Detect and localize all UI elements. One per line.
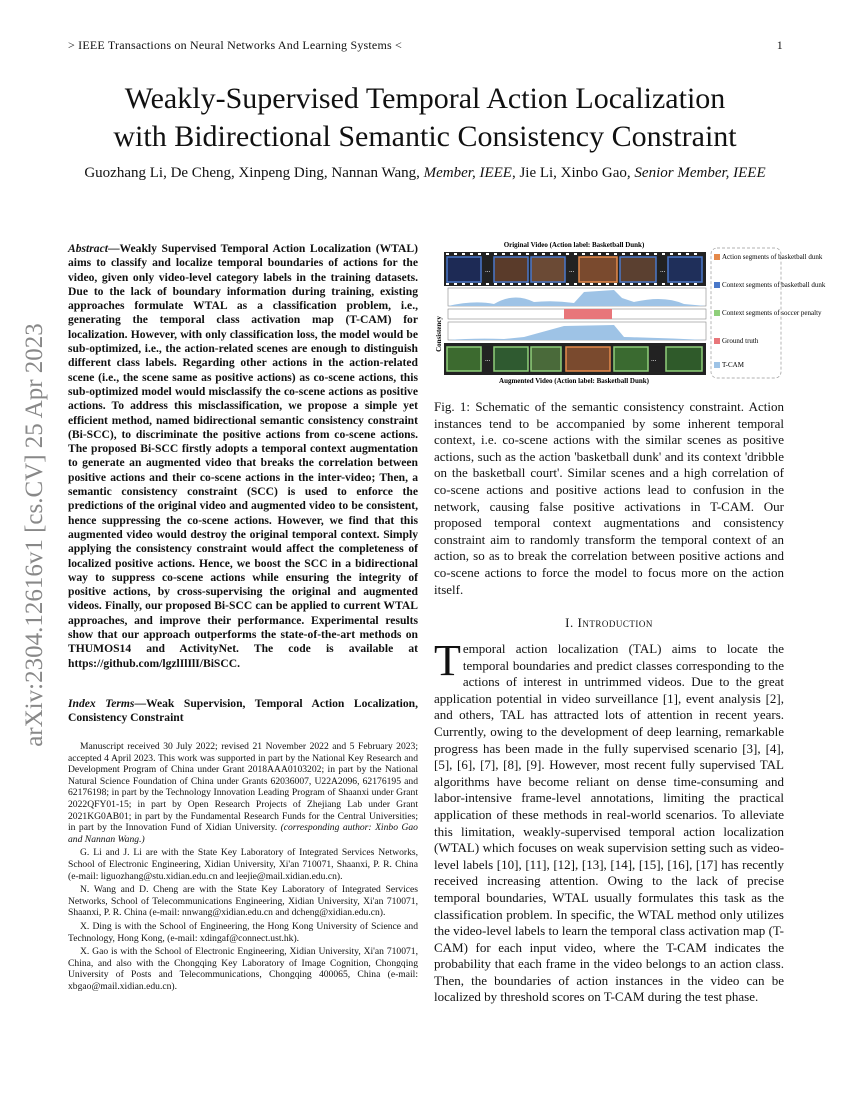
figure-bottom-label: Augmented Video (Action label: Basketball Dunk) — [499, 377, 649, 385]
footnote-affiliation: X. Ding is with the School of Engineering, the Hong Kong University of Science and Technology, Hong Kong, (e-mail: xdingaf@connect.ust.hk). — [68, 920, 418, 944]
index-terms-text: —Weak Supervision, Temporal Action Localization, Consistency Constraint — [68, 697, 418, 725]
footnote-affiliation: G. Li and J. Li are with the State Key Laboratory of Integrated Services Networks, School of Electronic Engineering, Xidian University, Xi'an 710071, Shaanxi, P. R. China (e-mail: liguozhang@stu.xidian.edu.cn and leejie@mail.xidian.edu.cn). — [68, 847, 418, 882]
svg-text:...: ... — [485, 355, 491, 363]
footnotes — [68, 741, 418, 994]
index-terms-label: Index Terms — [68, 697, 135, 710]
footnote-affiliation: N. Wang and D. Cheng are with the State Key Laboratory of Integrated Services Networks, School of Telecommunications Engineering, Xidian University, Xi'an 710071, Shaanxi, P. R. China (e-mail: nnwang@xidian.edu.cn and dcheng@xidian.edu.cn). — [68, 884, 418, 919]
section-title: Introduction — [577, 615, 653, 630]
authors-part-b: , Jie Li, Xinbo Gao, — [511, 165, 631, 181]
svg-text:...: ... — [569, 266, 575, 274]
title-line-1: Weakly-Supervised Temporal Action Localization — [124, 82, 726, 115]
legend-label: Context segments of soccer penalty — [722, 309, 822, 317]
title-line-2: with Bidirectional Semantic Consistency Constraint — [113, 120, 737, 153]
arxiv-stamp — [18, 295, 52, 775]
introduction-paragraph — [434, 636, 784, 1006]
author-role-a: Member, IEEE — [423, 165, 512, 181]
drop-cap: T — [434, 636, 461, 685]
figure-caption — [434, 399, 784, 598]
tcam-bottom — [448, 322, 706, 340]
index-terms — [68, 697, 418, 726]
intro-text: emporal action localization (TAL) aims to locate the temporal boundaries and predict classes corresponding to the actions of interest in untrimmed videos. Due to the great application potential in video surveillance [1], event analysis [2], and others, TAL has attracted lots of attention in recent years. Currently, owing to the development of deep learning, remarkable progress has been made in the fully supervised scenario [3], [4], [5], [6], [7], [8], [9]. However, most recent fully supervised TAL algorithms have become reliant on dense time-consuming and labor-intensive frame-level annotations, limiting the practical application of these methods in real-world scenarios. To alleviate this limitation, weakly-supervised temporal action localization (WTAL) which focuses on weak supervision setting such as video-level labels [10], [11], [12], [13], [14], [15], [16], [17] has recently received increasing attention. Owing to the lack of precise temporal boundaries, WTAL usually formulates this task as the classification problem. In specific, the WTAL method only utilizes the video-level labels to learn the temporal class activation map (T-CAM) for each input video, where the T-CAM indicates the probability that each frame in the video belongs to an action class. Then, the boundaries of action instances in the video can be localized by threshold scores on T-CAM during the test phase. — [434, 641, 784, 1005]
caption-text: Schematic of the semantic consistency constraint. Action instances tend to be accompanied by some inherent temporal context, i.e. co-scene actions with the similar scenes as positive actions, such as the action 'basketball dunk' and its context 'dribble on the basketball court'. Similar scenes and a high correlation of co-scene actions and positive actions lead to confusion in the network, causing false positive activations in T-CAM. Our proposed temporal context augmentations and consistency constraint aim to randomly transform the temporal context of an action, so as to break the correlation between positive actions and co-scene actions to force the model to focus more on the action itself. — [434, 399, 784, 597]
ground-truth-bar — [448, 309, 706, 319]
legend-swatch — [714, 310, 720, 316]
legend-label: Action segments of basketball dunk — [722, 253, 823, 261]
corresponding-author-note: (corresponding author: Xinbo Gao and Nannan Wang.) — [68, 822, 418, 845]
figure-1 — [434, 240, 826, 386]
figure-top-label: Original Video (Action label: Basketball Dunk) — [503, 241, 645, 249]
page-number: 1 — [776, 38, 783, 52]
caption-label: Fig. 1: — [434, 399, 471, 414]
authors-part-a: Guozhang Li, De Cheng, Xinpeng Ding, Nannan Wang, — [84, 165, 420, 181]
paper-title — [40, 80, 810, 156]
abstract — [68, 242, 418, 671]
author-list — [40, 165, 810, 182]
figure-legend — [711, 248, 826, 378]
author-role-b: Senior Member, IEEE — [634, 165, 766, 181]
svg-text:...: ... — [660, 266, 666, 274]
svg-text:...: ... — [485, 266, 491, 274]
footnote-affiliation: X. Gao is with the School of Electronic Engineering, Xidian University, Xi'an 710071, China, and also with the Chongqing Key Laboratory of Image Cognition, Chongqing University of Posts and Telecommunications, Chongqing 400065, China (e-mail: xbgao@mail.xidian.edu.cn). — [68, 946, 418, 992]
arxiv-stamp-text: arXiv:2304.12616v1 [cs.CV] 25 Apr 2023 — [21, 323, 48, 747]
journal-name: > IEEE Transactions on Neural Networks And Learning Systems < — [68, 38, 403, 52]
legend-swatch — [714, 338, 720, 344]
original-video-strip — [444, 252, 706, 286]
tcam-top — [448, 288, 706, 306]
running-header — [68, 38, 783, 53]
legend-label: Ground truth — [722, 337, 759, 345]
legend-swatch — [714, 254, 720, 260]
abstract-label: Abstract — [68, 242, 108, 255]
augmented-video-strip — [444, 343, 706, 375]
svg-text:...: ... — [651, 355, 657, 363]
legend-swatch — [714, 282, 720, 288]
legend-swatch — [714, 362, 720, 368]
section-number: I. — [565, 615, 574, 630]
abstract-text: —Weakly Supervised Temporal Action Localization (WTAL) aims to classify and localize temporal boundaries of actions for the video, given only video-level category labels in the training datasets. Due to the lack of boundary information during training, existing approaches formulate WTAL as a classification problem, i.e., generating the temporal class activation map (T-CAM) for localization. However, with only classification loss, the model would be sub-optimized, i.e., the action-related scenes are enough to distinguish different class labels. Regarding other actions in the action-related scene (i.e., the scene same as positive actions) as co-scene actions, this sub-optimized model would misclassify the co-scene actions as positive actions. To address this misclassification, we propose a simple yet efficient method, named bidirectional semantic consistency constraint (Bi-SCC), to discriminate the positive actions from co-scene actions. The proposed Bi-SCC firstly adopts a temporal context augmentation to generate an augmented video that breaks the correlation between positive actions and their co-scene actions in the inter-video; Then, a semantic consistency constraint (SCC) is used to enforce the predictions of the original video and augmented video to be consistent, hence suppressing the co-scene actions. However, we find that this augmented video would destroy the original temporal context. Simply applying the consistency constraint would affect the completeness of localized positive actions. Hence, we boost the SCC in a bidirectional way to suppress co-scene actions while ensuring the integrity of positive actions, by cross-supervising the original and augmented videos. Finally, our proposed Bi-SCC can be applied to current WTAL approaches, and improve their performance. Experimental results show that our approach outperforms the state-of-the-art methods on THUMOS14 and ActivityNet. The code is available at https://github.com/lgzlIlIlI/BiSCC. — [68, 242, 418, 670]
section-heading — [434, 615, 784, 631]
footnote-funding: Manuscript received 30 July 2022; revised 21 November 2022 and 5 February 2023; accepted 4 April 2023. This work was supported in part by the National Key Research and Development Program of China under Grant 2018AAA0103202; in part by the National Natural Science Foundation of China under Grants 62036007, U22A2096, 62176195 and 62176198; in part by the Technology Innovation Leading Program of Shaanxi under Grant 2022QFY01-15; in part by Open Research Projects of Zhejiang Lab under Grant 2021KG0AB01; in part by the Fundamental Research Funds for the Central Universities; in part by the Innovation Fund of Xidian University. (corresponding author: Xinbo Gao and Nannan Wang.) — [68, 741, 418, 845]
legend-label: Context segments of basketball dunk — [722, 281, 826, 289]
figure-y-label: Consistency — [435, 316, 443, 352]
legend-label: T-CAM — [722, 361, 744, 369]
